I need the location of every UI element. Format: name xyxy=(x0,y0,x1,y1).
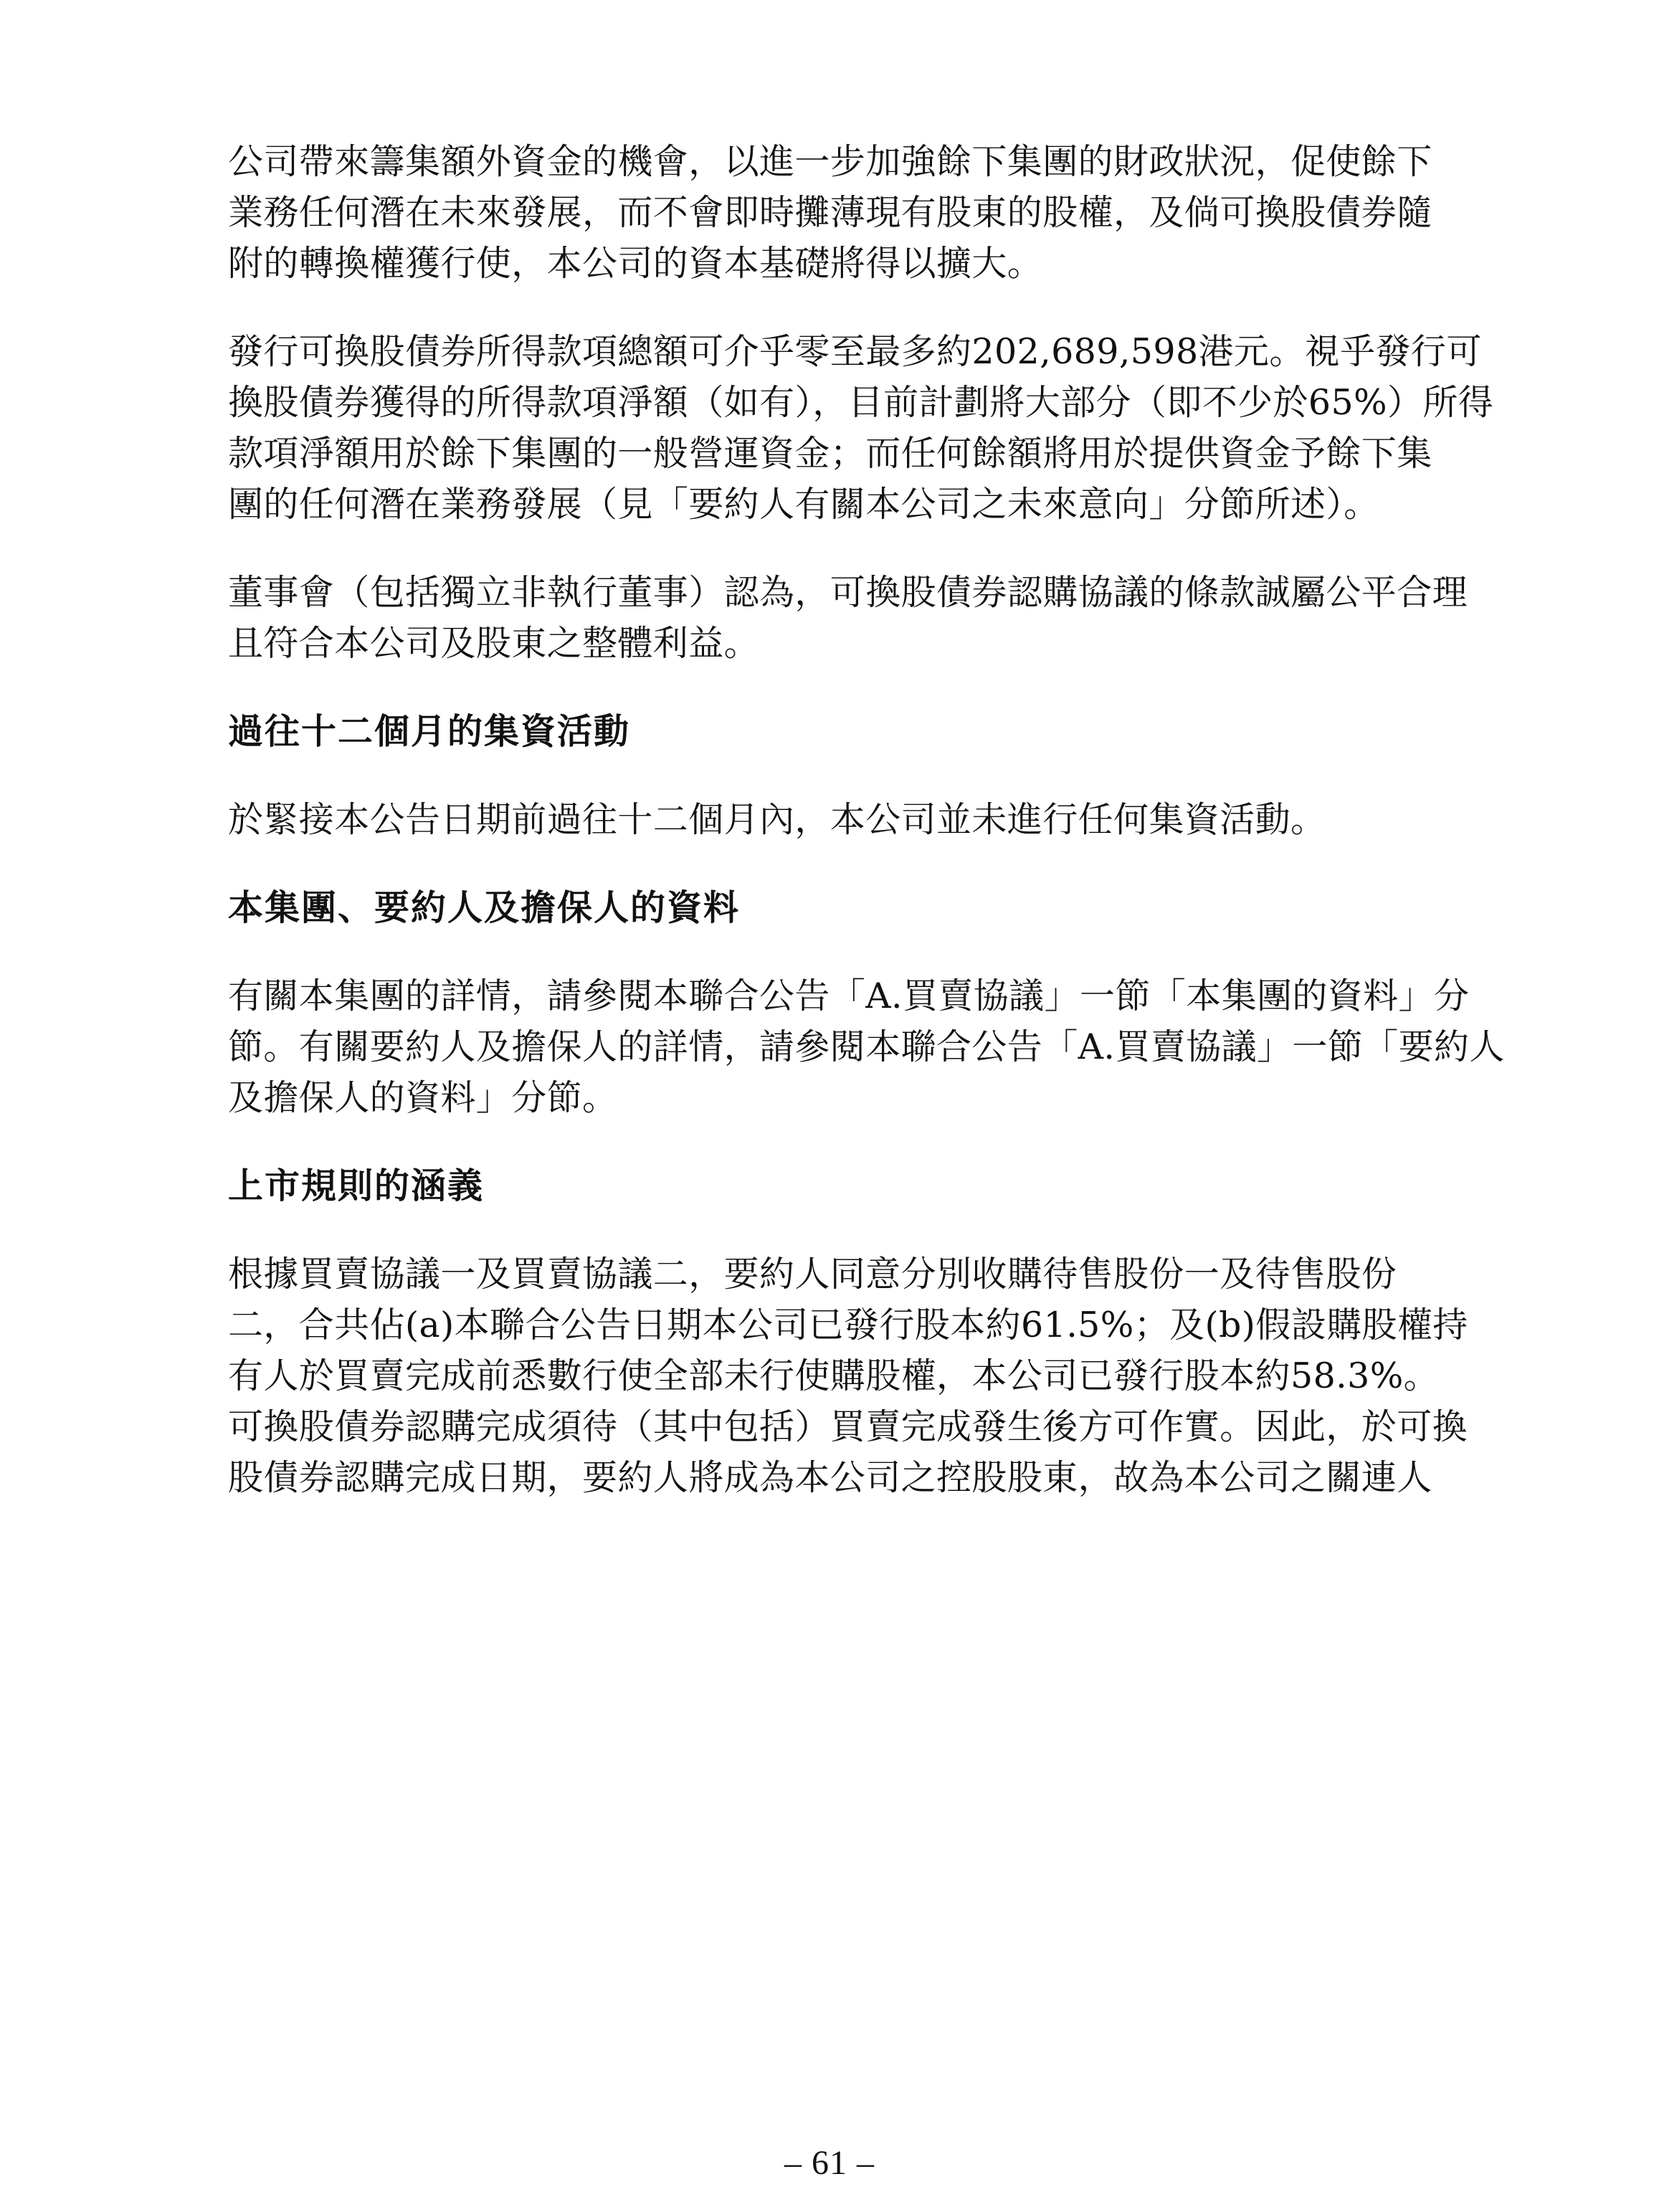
text-line: 換股債券獲得的所得款項淨額（如有），目前計劃將大部分（即不少於65%）所得 xyxy=(228,382,1494,423)
text-line: 節。有關要約人及擔保人的詳情，請參閱本聯合公告「A.買賣協議」一節「要約人 xyxy=(228,1026,1505,1067)
paragraph-board-view xyxy=(228,567,1518,669)
section-heading-group-info: 本集團、要約人及擔保人的資料 xyxy=(228,887,741,928)
text-line: 公司帶來籌集額外資金的機會，以進一步加強餘下集團的財政狀況，促使餘下 xyxy=(228,141,1432,182)
text-line: 二，合共佔(a)本聯合公告日期本公司已發行股本約61.5%；及(b)假設購股權持 xyxy=(228,1305,1468,1345)
paragraph-fundraising-benefits xyxy=(228,136,1518,289)
text-line: 董事會（包括獨立非執行董事）認為，可換股債券認購協議的條款誠屬公平合理 xyxy=(228,572,1468,613)
text-line: 且符合本公司及股東之整體利益。 xyxy=(228,623,760,664)
text-line: 股債券認購完成日期，要約人將成為本公司之控股股東，故為本公司之關連人 xyxy=(228,1457,1432,1498)
page-number: – 61 – xyxy=(784,2144,875,2182)
text-line: 有人於買賣完成前悉數行使全部未行使購股權，本公司已發行股本約58.3%。 xyxy=(228,1355,1440,1396)
text-line: 可換股債券認購完成須待（其中包括）買賣完成發生後方可作實。因此，於可換 xyxy=(228,1406,1468,1447)
text-line: 及擔保人的資料」分節。 xyxy=(228,1077,618,1118)
text-line: 款項淨額用於餘下集團的一般營運資金；而任何餘額將用於提供資金予餘下集 xyxy=(228,433,1432,474)
text-line: 發行可換股債券所得款項總額可介乎零至最多約202,689,598港元。視乎發行可 xyxy=(228,331,1482,372)
text-line: 附的轉換權獲行使，本公司的資本基礎將得以擴大。 xyxy=(228,243,1043,284)
section-heading-past-fundraising: 過往十二個月的集資活動 xyxy=(228,710,631,752)
text-line: 根據買賣協議一及買賣協議二，要約人同意分別收購待售股份一及待售股份 xyxy=(228,1254,1397,1295)
text-line: 團的任何潛在業務發展（見「要約人有關本公司之未來意向」分節所述）。 xyxy=(228,484,1379,525)
text-line: 有關本集團的詳情，請參閱本聯合公告「A.買賣協議」一節「本集團的資料」分 xyxy=(228,976,1470,1016)
paragraph-group-info xyxy=(228,971,1518,1123)
section-heading-listing-rules: 上市規則的涵義 xyxy=(228,1165,485,1206)
paragraph-gross-proceeds xyxy=(228,326,1518,530)
paragraph-listing-rules xyxy=(228,1249,1518,1503)
text-line: 於緊接本公告日期前過往十二個月內，本公司並未進行任何集資活動。 xyxy=(228,799,1326,840)
paragraph-no-fundraising xyxy=(228,794,1518,845)
text-line: 業務任何潛在未來發展，而不會即時攤薄現有股東的股權，及倘可換股債券隨 xyxy=(228,192,1432,233)
document-page xyxy=(228,136,1518,1503)
